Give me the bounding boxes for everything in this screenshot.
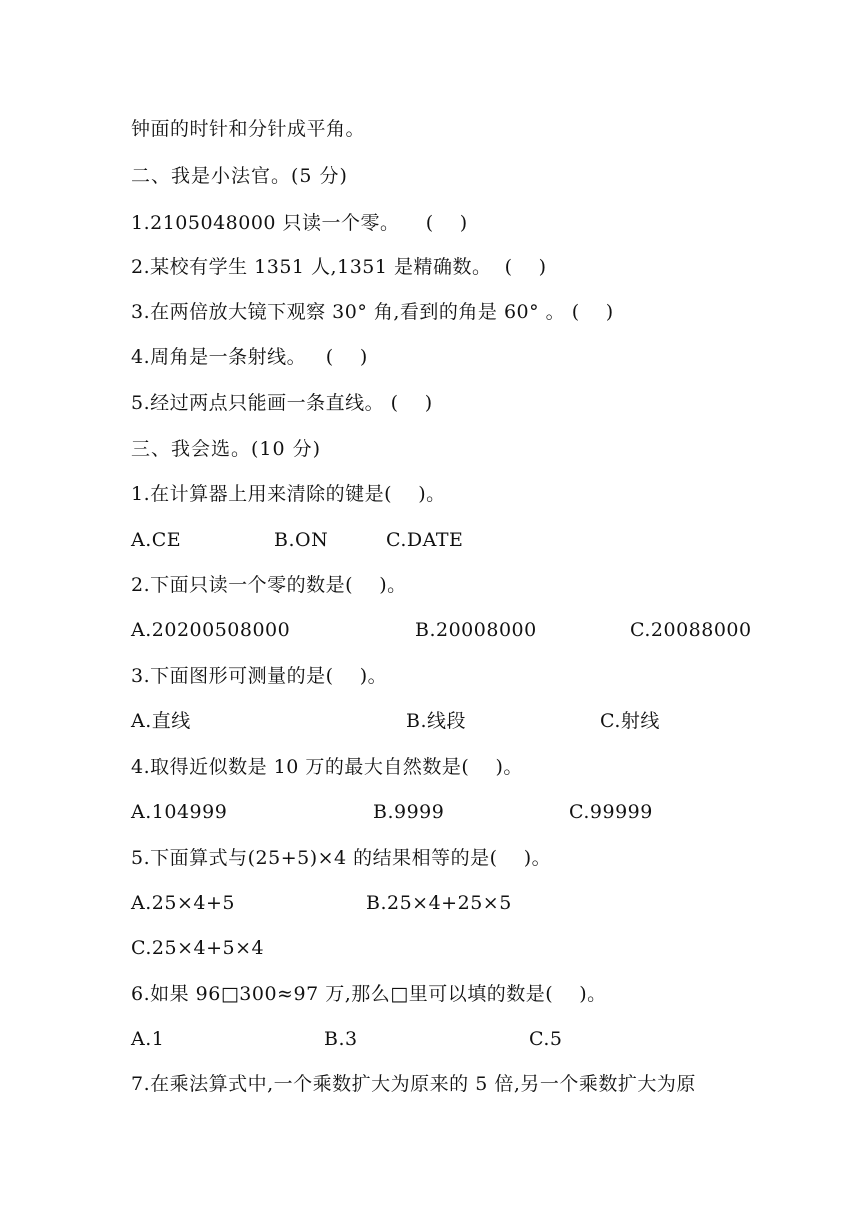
question-4-option-b: B.9999 [373,801,445,823]
question-5-option-a: A.25×4+5 [131,892,235,914]
judge-item-3: 3.在两倍放大镜下观察 30° 角,看到的角是 60° 。 ( ) [131,301,614,323]
question-6-option-b: B.3 [324,1028,358,1050]
question-4-stem: 4.取得近似数是 10 万的最大自然数是( )。 [131,756,523,778]
question-7-stem: 7.在乘法算式中,一个乘数扩大为原来的 5 倍,另一个乘数扩大为原 [131,1073,696,1095]
question-2-option-c: C.20088000 [630,619,752,641]
question-1-option-b: B.ON [274,529,329,551]
question-5-option-b: B.25×4+25×5 [366,892,512,914]
question-3-stem: 3.下面图形可测量的是( )。 [131,665,388,687]
judge-item-5: 5.经过两点只能画一条直线。 ( ) [131,392,433,414]
question-3-option-c: C.射线 [600,710,660,732]
question-5-stem: 5.下面算式与(25+5)×4 的结果相等的是( )。 [131,847,552,869]
question-2-stem: 2.下面只读一个零的数是( )。 [131,574,407,596]
question-5-option-c: C.25×4+5×4 [131,937,265,959]
section3-title: 三、我会选。(10 分) [131,438,322,460]
question-1-option-c: C.DATE [386,529,464,551]
question-6-option-c: C.5 [529,1028,563,1050]
question-3-option-b: B.线段 [406,710,467,732]
question-6-stem: 6.如果 96□300≈97 万,那么□里可以填的数是( )。 [131,983,607,1005]
judge-item-1: 1.2105048000 只读一个零。 ( ) [131,212,468,234]
question-4-option-a: A.104999 [131,801,228,823]
question-3-option-a: A.直线 [131,710,191,732]
question-6-option-a: A.1 [131,1028,165,1050]
judge-item-4: 4.周角是一条射线。 ( ) [131,346,368,368]
question-2-option-a: A.20200508000 [131,619,291,641]
question-1-option-a: A.CE [131,529,182,551]
question-1-stem: 1.在计算器上用来清除的键是( )。 [131,483,446,505]
intro-continuation: 钟面的时针和分针成平角。 [131,118,366,140]
question-4-option-c: C.99999 [569,801,653,823]
judge-item-2: 2.某校有学生 1351 人,1351 是精确数。 ( ) [131,256,547,278]
question-2-option-b: B.20008000 [415,619,537,641]
section2-title: 二、我是小法官。(5 分) [131,165,348,187]
